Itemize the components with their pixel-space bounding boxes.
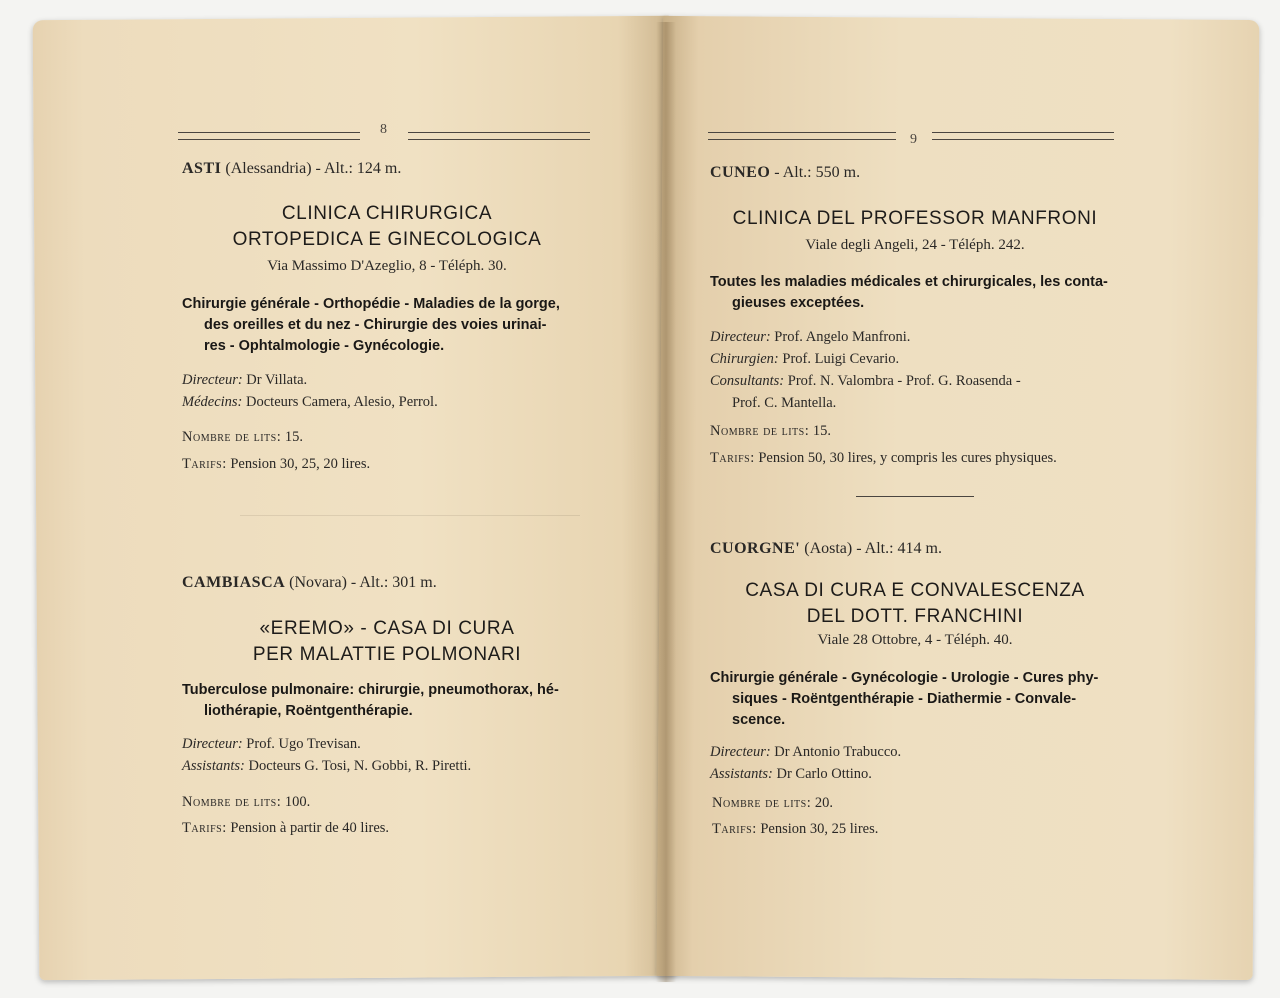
clinic-address: Via Massimo D'Azeglio, 8 - Téléph. 30. [267, 258, 507, 274]
rates-label: Tarifs: [182, 820, 227, 836]
header-rule-left-b [408, 132, 590, 140]
staff-list [710, 741, 901, 785]
region: (Aosta) [804, 540, 853, 557]
specialty-line: gieuses exceptées. [732, 295, 865, 311]
entry-heading [710, 164, 860, 182]
clinic-title [182, 201, 592, 253]
beds-label: Nombre de lits: [712, 795, 812, 811]
staff-list [182, 733, 471, 777]
city-name: CUNEO [710, 164, 771, 181]
staff-role: Assistants: [710, 766, 773, 782]
rates-value: Pension 50, 30 lires, y compris les cures physiques. [758, 450, 1057, 466]
staff-row [710, 370, 1021, 392]
entry-heading [182, 160, 401, 178]
region: (Novara) [289, 574, 347, 591]
staff-name: Docteurs Camera, Alesio, Perrol. [246, 394, 438, 410]
staff-row [182, 391, 438, 413]
header-rule-left-a [178, 132, 360, 140]
city-name: CUORGNE' [710, 540, 801, 557]
altitude: - Alt.: 124 m. [315, 160, 402, 177]
entry-separator [856, 496, 974, 497]
beds-value: 15. [812, 423, 831, 439]
staff-role: Médecins: [182, 394, 243, 410]
beds-label: Nombre de lits: [182, 429, 282, 445]
header-rule-right-b [932, 132, 1114, 140]
specialties [710, 668, 1130, 731]
staff-role: Assistants: [182, 758, 245, 774]
altitude: - Alt.: 414 m. [856, 540, 942, 557]
beds-label: Nombre de lits: [182, 794, 282, 810]
city-name: ASTI [182, 160, 222, 177]
title-line: PER MALATTIE POLMONARI [252, 644, 522, 665]
rates-value: Pension 30, 25 lires. [760, 821, 879, 837]
staff-row [710, 763, 901, 785]
beds-value: 15. [284, 429, 303, 445]
beds-count [710, 423, 831, 440]
rates-value: Pension à partir de 40 lires. [230, 820, 390, 836]
specialty-line: liothérapie, Roëntgenthérapie. [204, 703, 413, 719]
rates-label: Tarifs: [710, 450, 755, 466]
specialties [710, 272, 1130, 314]
rates-label: Tarifs: [182, 456, 227, 472]
staff-row [710, 348, 1021, 370]
beds-value: 20. [814, 795, 833, 811]
staff-name: Prof. Angelo Manfroni. [774, 329, 911, 345]
title-line: DEL DOTT. FRANCHINI [806, 606, 1024, 627]
staff-role: Directeur: [710, 329, 771, 345]
header-rule-right-a [708, 132, 896, 140]
staff-list [710, 326, 1021, 414]
clinic-title [705, 206, 1125, 232]
title-line: «EREMO» - CASA DI CURA [259, 618, 515, 639]
rates [182, 820, 389, 837]
staff-role: Directeur: [182, 736, 243, 752]
beds-value: 100. [284, 794, 311, 810]
title-line: ORTOPEDICA E GINECOLOGICA [232, 229, 542, 250]
altitude: - Alt.: 301 m. [350, 574, 437, 591]
rates-label: Tarifs: [712, 821, 757, 837]
altitude: - Alt.: 550 m. [774, 164, 861, 181]
beds-count [182, 429, 303, 446]
beds-count [712, 795, 833, 812]
beds-count [182, 794, 310, 811]
region: (Alessandria) [225, 160, 312, 177]
page-number-right: 9 [910, 132, 917, 147]
staff-row [710, 326, 1021, 348]
clinic-address: Viale degli Angeli, 24 - Téléph. 242. [805, 237, 1025, 253]
specialties [182, 680, 602, 722]
staff-name: Dr Antonio Trabucco. [774, 744, 902, 760]
bleed-through [240, 515, 580, 556]
staff-name: Dr Villata. [246, 372, 308, 388]
staff-list [182, 369, 438, 413]
clinic-title [705, 578, 1125, 630]
staff-role: Chirurgien: [710, 351, 779, 367]
staff-row [182, 369, 438, 391]
staff-row [710, 741, 901, 763]
city-name: CAMBIASCA [182, 574, 286, 591]
beds-label: Nombre de lits: [710, 423, 810, 439]
staff-role: Consultants: [710, 373, 785, 389]
specialties [182, 294, 602, 357]
title-line: CLINICA CHIRURGICA [281, 203, 493, 224]
rates-value: Pension 30, 25, 20 lires. [230, 456, 371, 472]
staff-name: Prof. N. Valombra - Prof. G. Roasenda - [787, 373, 1021, 389]
clinic-address: Viale 28 Ottobre, 4 - Téléph. 40. [817, 632, 1013, 648]
specialty-line: Tuberculose pulmonaire: chirurgie, pneumothorax, hé- [182, 682, 559, 698]
rates [712, 821, 878, 838]
book-gutter [656, 22, 676, 982]
staff-row-continuation: Prof. C. Mantella. [732, 395, 837, 411]
staff-role: Directeur: [710, 744, 771, 760]
title-line: CLINICA DEL PROFESSOR MANFRONI [732, 208, 1098, 229]
title-line: CASA DI CURA E CONVALESCENZA [745, 580, 1085, 601]
staff-name: Prof. Luigi Cevario. [782, 351, 900, 367]
staff-name: Dr Carlo Ottino. [776, 766, 872, 782]
staff-name: Prof. Ugo Trevisan. [246, 736, 361, 752]
staff-row [182, 755, 471, 777]
page-number-left: 8 [380, 122, 387, 137]
specialty-line: des oreilles et du nez - Chirurgie des voies urinai- [204, 317, 547, 333]
staff-role: Directeur: [182, 372, 243, 388]
specialty-line: scence. [732, 712, 786, 728]
staff-row [182, 733, 471, 755]
specialty-line: res - Ophtalmologie - Gynécologie. [204, 338, 445, 354]
specialty-line: Chirurgie générale - Gynécologie - Urologie - Cures phy- [710, 670, 1099, 686]
specialty-line: Chirurgie générale - Orthopédie - Maladies de la gorge, [182, 296, 560, 312]
specialty-line: Toutes les maladies médicales et chirurgicales, les conta- [710, 274, 1108, 290]
clinic-title [182, 616, 592, 668]
rates [710, 450, 1057, 467]
specialty-line: siques - Roëntgenthérapie - Diathermie - Convale- [732, 691, 1077, 707]
entry-heading [182, 574, 437, 592]
entry-heading [710, 540, 942, 558]
staff-name: Docteurs G. Tosi, N. Gobbi, R. Piretti. [248, 758, 472, 774]
rates [182, 456, 370, 473]
